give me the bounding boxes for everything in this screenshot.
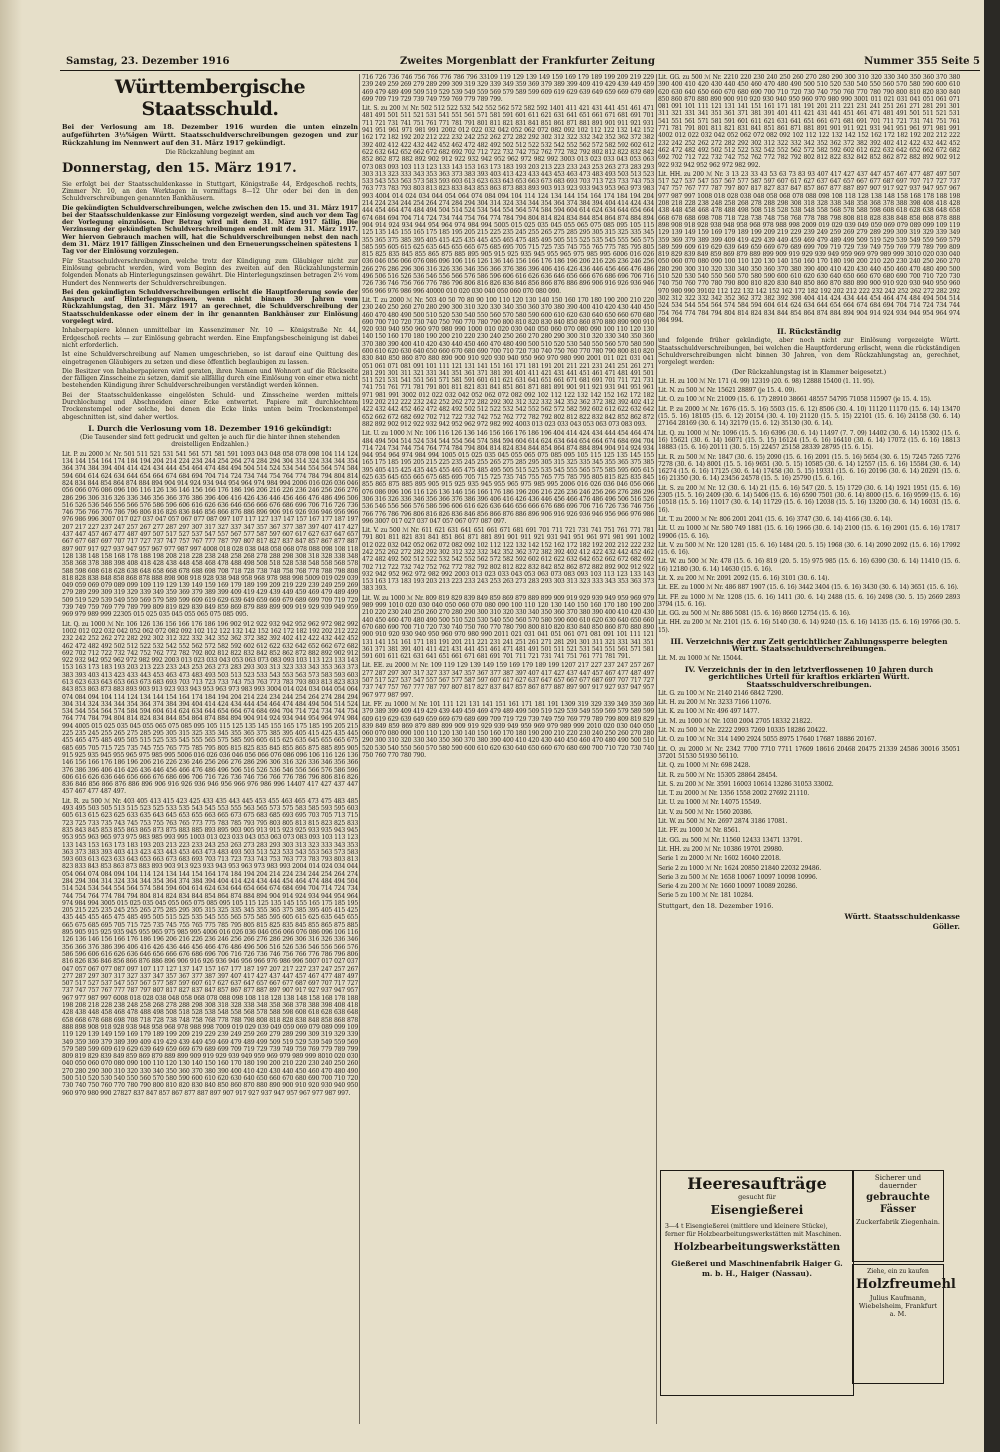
number-list-item: Lit. HH. zu 200 ℳ Nr. 10386 19701 29980. (658, 845, 784, 853)
section-note: (Der Rückzahlungstag ist in Klammer beigesetzt.) (731, 368, 887, 376)
column-2 (362, 74, 654, 1424)
number-list-lit-u: Lit. U. zu 1000 ℳ Nr. 106 116 126 136 146 156 166 176 186 196 404 414 424 434 444 454 464 474 484 494 504 514 524 534 544 554 564 574 584 594 604 614 624 634 644 654 664 674 684 694 704 714 724 734 744 754 764 774 784 794 804 814 824 834 844 854 864 874 884 894 904 914 924 934 944 954 964 974 984 994 1005 015 025 035 045 055 065 075 085 095 105 115 125 135 145 155 165 175 185 195 205 215 225 235 245 255 265 275 285 295 305 315 325 335 345 355 365 375 385 395 405 415 425 435 445 455 465 475 485 495 505 515 525 535 545 555 565 575 585 595 605 615 625 635 645 655 665 675 685 695 705 715 725 735 745 755 765 775 785 795 805 815 825 835 845 855 865 875 885 895 905 915 925 935 945 955 965 975 985 995 2006 016 026 036 046 056 066 076 086 096 106 116 126 136 146 156 166 176 186 196 206 216 226 236 246 256 266 276 286 296 306 316 326 336 346 356 366 376 386 396 406 416 426 436 446 456 466 476 486 496 506 516 526 536 546 556 566 576 586 596 606 616 626 636 646 656 666 676 686 696 706 716 726 736 746 756 766 776 786 796 806 816 826 836 846 856 866 876 886 896 906 916 926 936 946 956 966 976 986 996 3007 017 027 037 047 057 067 077 087 097. (362, 430, 654, 525)
number-list-item: Serie 1 zu 2000 ℳ Nr. 1602 16040 22018. (658, 855, 781, 863)
section-text: und folgende früher gekündigte, aber noch nicht zur Einlösung vorgezeigte Württ. Staatsschuldverschreibungen, bei welchen die Hauptforderung erlischt, wenn die rückständigen Schuldverschreibungen nicht binnen 30 Jahren, von dem Rückzahlungstag an, gerechnet, vorgelegt werden: (658, 337, 960, 367)
number-list-item: Lit. EE. zu 1000 ℳ Nr. 486 887 1907 (15. 6. 16) 3442 3404 (15. 6. 16) 3430 (30. 6. 14) 3651 (15. 6. 16). (658, 584, 959, 592)
intro-text: Bei der Verlosung am 18. Dezember 1916 wurden die unten einzeln aufgeführten 3½%igen Württ. Staatsschuldverschreibungen gezogen und zur Rückzahlung im Nennwert auf den 31. März 1917 gekündigt. (62, 123, 358, 147)
number-list-item: Lit. G. zu 100 ℳ Nr. 2140 2146 6842 7290. (658, 689, 783, 697)
ad-title-2: Eisengießerei (710, 1203, 804, 1217)
advertisement-heeresauftraege (660, 1170, 854, 1396)
page-binding (0, 0, 22, 1452)
ad-headline: gebrauchte Fässer (866, 1192, 930, 1215)
number-list-item: Lit. O. zu 100 ℳ Nr. 21009 (15. 6. 17) 28910 38661 48557 54795 71058 115907 (je 15. 4. 15). (658, 396, 932, 404)
ad-footer: Gießerei und Maschinenfabrik Haiger G. m. b. H., Haiger (Nassau). (671, 1259, 843, 1278)
body-paragraph: Inhaberpapiere können unmittelbar im Kassenzimmer Nr. 10 — Königstraße Nr. 44, Erdgeschoß rechts — zur Einlösung gebracht werden. Eine Empfangsbescheinigung ist dabei nicht erforderlich. (62, 327, 358, 349)
number-list-item: Lit. R. zu 500 ℳ Nr. 1847 (30. 6. 15) 2090 (15. 6. 16) 2091 (15. 5. 16) 5654 (30. 6. 15) 7245 7265 7276 7278 (30. 6. 14) 8001 (15. 5. 16) 9651 (30. 5. 15) 10585 (30. 6. 14) 12557 (15. 6. 16) 15584 (30. 6. 14) 16274 (15. 6. 16) 17125 (30. 6. 14) 17458 (30. 5. 15) 19331 (15. 6. 16) 20196 (30. 6. 14) 20291 (15. 6. 16) 21350 (30. 6. 14) 23456 24578 (15. 5. 16) 25790 (15. 6. 16). (658, 453, 960, 483)
number-list-item: Lit. P. zu 2000 ℳ Nr. 1676 (15. 5. 16) 5503 (15. 6. 12) 8506 (30. 4. 10) 11120 11170 (15. 6. 14) 13470 (15. 5. 16) 18105 (15. 6. 12) 20154 (30. 4. 10) 21120 (15. 5. 15) 22101 (15. 6. 16) 24158 (30. 6. 14) 27164 28169 (30. 6. 14) 32179 (15. 6. 12) 35130 (30. 6. 14). (658, 405, 960, 428)
section-heading: IV. Verzeichnis der in den letztverflossenen 10 Jahren durch gerichtliches Urteil für kraftlos erklärten Württ. Staatsschuldverschreibungen. (684, 664, 934, 689)
ad-line: Julius Kaufmann, Wiebelsheim, Frankfurt a. M. (858, 1294, 938, 1318)
number-list-item: Lit. GG. zu 500 ℳ Nr. 11560 12433 13471 13791. (658, 836, 803, 844)
header-date: Samstag, 23. Dezember 1916 (66, 56, 230, 67)
number-list-item: Serie 2 zu 1000 ℳ Nr. 1624 20850 21840 22032 29486. (658, 864, 821, 872)
payment-date: Donnerstag, den 15. März 1917. (62, 160, 297, 176)
number-list-item: Lit. Q. zu 1000 ℳ Nr. 698 2428. (658, 762, 751, 770)
body-paragraph: Die Besitzer von Inhaberpapieren wird geraten, ihren Namen und Wohnort auf die Rückseite der fälligen Zinsscheine zu setzen, damit sie allfällig durch eine Einlösung von einer etwa nicht bestehenden Kündigung ihrer Schuldverschreibungen verständigt werden können. (62, 367, 358, 390)
number-list-item: Lit. M. zu 1000 ℳ Nr. 15044. (658, 654, 743, 662)
number-list-item: Lit. X. zu 200 ℳ Nr. 2091 2092 (15. 6. 16) 3101 (30. 6. 14). (658, 575, 830, 582)
number-list-item: Serie 5 zu 100 ℳ Nr. 181 10284. (658, 892, 754, 900)
ad-title: Heeresaufträge (687, 1174, 827, 1193)
section-heading: III. Verzeichnis der zur Zeit gerichtlicher Zahlungssperre belegten Württ. Staatsschuldverschreibungen. (670, 637, 948, 654)
advertisement-faesser (852, 1170, 944, 1262)
body-paragraph: Bei der Staatsschuldenkasse eingelösten Schuld- und Zinsscheine werden mittels Durchlochung und Abschneiden einer Ecke entwertet. Papiere mit durchlochtem Trockenstempel oder solche, bei denen die Ecke links unten beim Trockenstempel abgeschnitten ist, sind daher wertlos. (62, 391, 358, 421)
body-paragraph: Für Staatsschuldverschreibungen, welche trotz der Kündigung zum Gläubiger nicht zur Einlösung gebracht werden, wird vom Beginn des zweiten auf den Rückzahlungstermin folgenden Monats ab Hinterlegungszinsen gewährt. Die Hinterlegungszinsen betragen 2½ vom Hundert des Nennwerts der Schuldverschreibungen. (62, 257, 358, 287)
page-edge-shadow (984, 0, 992, 1452)
number-list-item: Lit. HH. zu 200 ℳ Nr. 2101 (15. 6. 16) 5140 (30. 6. 14) 9240 (15. 6. 16) 14135 (15. 6. 16) 19766 (30. 5. 15). (658, 619, 960, 634)
number-list-item: Serie 3 zu 500 ℳ Nr. 1658 10067 10097 10098 10996. (658, 873, 818, 881)
section-heading: II. Rückständig (776, 327, 842, 337)
ad-text: 3—4 t Eisengießerei (mittlere und kleinere Stücke), ferner für Holzbearbeitungswerkstätten mit Maschinen. (665, 1223, 842, 1238)
number-list-item: Lit. FF. zu 1000 ℳ Nr. 8561. (658, 827, 740, 835)
place-date: Stuttgart, den 18. Dezember 1916. (658, 901, 774, 910)
ad-line: Sicherer und dauernder (874, 1174, 922, 1190)
number-list-item: Lit. W. zu 500 ℳ Nr. 478 (15. 6. 16) 819 (20. 5. 15) 975 985 (15. 6. 16) 6390 (30. 6. 14) 11410 (15. 6. 16) 12180 (30. 6. 14) 14630 (15. 6. 16). (658, 558, 960, 573)
article-title: Württembergische Staatsschuld. (114, 76, 306, 120)
number-list-lit-ff: Lit. FF. zu 1000 ℳ Nr. 101 111 121 131 141 151 161 171 181 191 1309 319 329 339 349 359 369 379 389 399 409 419 429 439 449 459 469 479 489 499 509 519 529 539 549 559 569 579 589 599 609 619 629 639 649 659 669 679 689 699 709 719 729 739 749 759 769 779 789 799 809 819 829 839 849 859 869 879 889 899 909 919 929 939 949 959 969 979 989 999 2010 020 030 040 050 060 070 080 090 100 110 120 130 140 150 160 170 180 190 200 210 220 230 240 250 260 270 280 290 300 310 320 330 340 350 360 370 380 390 400 410 420 430 440 450 460 470 480 490 500 510 520 530 540 550 560 570 580 590 600 610 620 630 640 650 660 670 680 690 700 710 720 730 740 750 760 770 780 790. (362, 700, 654, 760)
body-paragraph: Die gekündigten Schuldverschreibungen, welche zwischen den 15. und 31. März 1917 bei der Staatsschuldenkasse zur Einlösung vorgezeigt werden, sind auch vor dem Tag der Vorlegung einzulösen. Der Betrag wird mit dem 31. März 1917 fällig. Die Verzinsung der gekündigten Schuldverschreibungen endet mit dem 31. März 1917. Wer hiervon Gebrauch machen will, hat die Schuldverschreibungen nebst den nach dem 31. März 1917 fälligen Zinsscheinen und den Erneuerungsscheinen spätestens 1 Tag vor der Einlösung vorzulegen. (62, 204, 358, 256)
column-rule (656, 74, 657, 1424)
number-list-item: Lit. V. zu 500 ℳ Nr. 120 1281 (15. 6. 16) 1484 (20. 5. 15) 1968 (30. 6. 14) 2090 2092 (15. 6. 16) 17992 (15. 6. 16). (658, 541, 960, 557)
header-masthead: Zweites Morgenblatt der Frankfurter Zeitung (400, 56, 655, 67)
ad-line: Ziehe, ein zu kaufen (867, 1268, 929, 1275)
number-list-item: Lit. O. zu 2000 ℳ Nr. 2342 7700 7710 7711 17609 18616 20468 20475 21339 24586 30016 35051 37201 51530 51930 56110. (658, 745, 960, 760)
payment-label: Die Rückzahlung beginnt am (165, 149, 255, 157)
number-list-item: Lit. T. zu 2000 ℳ Nr. 1356 1558 2002 27692 21110. (658, 790, 809, 798)
body-paragraph: Ist eine Schuldverschreibung auf Namen umgeschrieben, so ist darauf eine Quittung des eingetragenen Gläubigers zu setzen und diese öffentlich beglaubigen zu lassen. (62, 351, 358, 366)
number-list-item: Lit. V. zu 500 ℳ Nr. 1560 20386. (658, 808, 753, 816)
number-list-item: Lit. H. zu 200 ℳ Nr. 3233 7166 11076. (658, 699, 771, 707)
number-list-item: Serie 4 zu 200 ℳ Nr. 1660 10097 10089 20286. (658, 883, 798, 891)
column-1 (62, 74, 358, 1424)
number-list-lit-q: Lit. Q. zu 1000 ℳ Nr. 106 126 136 156 166 176 186 196 902 912 922 932 942 952 962 972 982 992 1002 012 022 032 042 052 062 072 082 092 102 112 122 132 142 152 162 172 182 192 202 212 222 232 242 252 262 272 282 292 302 312 322 332 342 352 362 372 382 392 402 412 422 432 442 452 462 472 482 492 502 512 522 532 542 552 562 572 582 592 602 612 622 632 642 652 662 672 682 692 702 712 722 732 742 752 762 772 782 792 802 812 822 832 842 852 862 872 882 892 902 912 922 932 942 952 962 972 982 992 2003 013 023 033 043 053 063 073 083 093 103 113 123 133 143 153 163 173 183 193 203 213 223 233 243 253 263 273 283 293 303 313 323 333 343 353 363 373 383 393 403 413 423 433 443 453 463 473 483 493 503 513 523 533 543 553 563 573 583 593 603 613 623 633 643 653 663 673 683 693 703 713 723 733 743 753 763 773 783 793 803 813 823 833 843 853 863 873 883 893 903 913 923 933 943 953 963 973 983 993 3004 014 024 034 044 054 064 074 084 094 104 114 124 134 144 154 164 174 184 194 204 214 224 234 244 254 264 274 284 294 304 314 324 334 344 354 364 374 384 394 404 414 424 434 444 454 464 474 484 494 504 514 524 534 544 554 564 574 584 594 604 614 624 634 644 654 664 674 684 694 704 714 724 734 744 754 764 774 784 794 804 814 824 834 844 854 864 874 884 894 904 914 924 934 944 954 964 974 984 994 4005 015 025 035 045 055 065 075 085 095 105 115 125 135 145 155 165 175 185 195 205 215 225 235 245 255 265 275 285 295 305 315 325 335 345 355 365 375 385 395 405 415 425 435 445 455 465 475 485 495 505 515 525 535 545 555 565 575 585 595 605 615 625 635 645 655 665 675 685 695 705 715 725 735 745 755 765 775 785 795 805 815 825 835 845 855 865 875 885 895 905 915 925 935 945 955 965 975 985 995 5006 016 026 036 046 056 066 076 086 096 106 116 126 136 146 156 166 176 186 196 206 216 226 236 246 256 266 276 286 296 306 316 326 336 346 356 366 376 386 396 406 416 426 436 446 456 466 476 486 496 506 516 526 536 546 556 566 576 586 596 606 616 626 636 646 656 666 676 686 696 706 716 726 736 746 756 766 776 786 796 806 816 826 836 846 856 866 876 886 896 906 916 926 936 946 956 966 976 986 996 14407 417 427 437 447 457 467 477 487 497. (62, 620, 358, 796)
number-list-item: Lit. N. zu 500 ℳ Nr. 2222 2993 7269 10335 18286 20422. (658, 727, 828, 735)
number-list-item: Lit. H. zu 100 ℳ Nr. 171 (4. 99) 12319 (20. 6. 98) 12888 15400 (1. 11. 95). (658, 377, 875, 385)
ad-title-3: Holzbearbeitungswerkstätten (673, 1242, 841, 1253)
number-list-item: Lit. S. zu 200 ℳ Nr. 3591 16003 10614 13286 31053 33002. (658, 780, 834, 788)
number-list-lit-r: Lit. R. zu 500 ℳ Nr. 403 405 413 415 423 425 433 435 443 445 453 455 463 465 473 475 483 485 493 495 503 505 513 515 523 525 533 535 543 545 553 555 563 565 573 575 583 585 593 595 603 605 613 615 623 625 633 635 643 645 653 655 663 665 673 675 683 685 693 695 703 705 713 715 723 725 733 735 743 745 753 755 763 765 773 775 783 785 793 795 803 805 813 815 823 825 833 835 843 845 853 855 863 865 873 875 883 885 893 895 903 905 913 915 923 925 933 935 943 945 953 955 963 965 973 975 983 985 993 995 1003 013 023 033 043 053 063 073 083 093 103 113 123 133 143 153 163 173 183 193 203 213 223 233 243 253 263 273 283 293 303 313 323 333 343 353 363 373 383 393 403 413 423 433 443 453 463 473 483 493 503 513 523 533 543 553 563 573 583 593 603 613 623 633 643 653 663 673 683 693 703 713 723 733 743 753 763 773 783 793 803 813 823 833 843 853 863 873 883 893 903 913 923 933 943 953 963 973 983 993 2004 014 024 034 044 054 064 074 084 094 104 114 124 134 144 154 164 174 184 194 204 214 224 234 244 254 264 274 284 294 304 314 324 334 344 354 364 374 384 394 404 414 424 434 444 454 464 474 484 494 504 514 524 534 544 554 564 574 584 594 604 614 624 634 644 654 664 674 684 694 704 714 724 734 744 754 764 774 784 794 804 814 824 834 844 854 864 874 884 894 904 914 924 934 944 954 964 974 984 994 3005 015 025 035 045 055 065 075 085 095 105 115 125 135 145 155 165 175 185 195 205 215 225 235 245 255 265 275 285 295 305 315 325 335 345 355 365 375 385 395 405 415 425 435 445 455 465 475 485 495 505 515 525 535 545 555 565 575 585 595 605 615 625 635 645 655 665 675 685 695 705 715 725 735 745 755 765 775 785 795 805 815 825 835 845 855 865 875 885 895 905 915 925 935 945 955 965 975 985 995 4006 016 026 036 046 056 066 076 086 096 106 116 126 136 146 156 166 176 186 196 206 216 226 236 246 256 266 276 286 296 306 316 326 336 346 356 366 376 386 396 406 416 426 436 446 456 466 476 486 496 506 516 526 536 546 556 566 576 586 596 606 616 626 636 646 656 666 676 686 696 706 716 726 736 746 756 766 776 786 796 806 816 826 836 846 856 866 876 886 896 906 916 926 936 946 956 966 976 986 996 5007 017 027 037 047 057 067 077 087 097 107 117 127 137 147 157 167 177 187 197 207 217 227 237 247 257 267 277 287 297 307 317 327 337 347 357 367 377 387 397 407 417 427 437 447 457 467 477 487 497 507 517 527 537 547 557 567 577 587 597 607 617 627 637 647 657 667 677 687 697 707 717 727 737 747 757 767 777 787 797 807 817 827 837 847 857 867 877 887 897 907 917 927 937 947 957 967 977 987 997 6008 018 028 038 048 058 068 078 088 098 108 118 128 138 148 158 168 178 188 198 208 218 228 238 248 258 268 278 288 298 308 318 328 338 348 358 368 378 388 398 408 418 428 438 448 458 468 478 488 498 508 518 528 538 548 558 568 578 588 598 608 618 628 638 648 658 668 678 688 698 708 718 728 738 748 758 768 778 788 798 808 818 828 838 848 858 868 878 888 898 908 918 928 938 948 958 968 978 988 998 7009 019 029 039 049 059 069 079 089 099 109 119 129 139 149 159 169 179 189 199 209 219 229 239 249 259 269 279 289 299 309 319 329 339 349 359 369 379 389 399 409 419 429 439 449 459 469 479 489 499 509 519 529 539 549 559 569 579 589 599 609 619 629 639 649 659 669 679 689 699 709 719 729 739 749 759 769 779 789 799 809 819 829 839 849 859 869 879 889 899 909 919 929 939 949 959 969 979 989 999 8010 020 030 040 050 060 070 080 090 100 110 120 130 140 150 160 170 180 190 200 210 220 230 240 250 260 270 280 290 300 310 320 330 340 350 360 370 380 390 400 410 420 430 440 450 460 470 480 490 500 510 520 530 540 550 560 570 580 590 600 610 620 630 640 650 660 670 680 690 700 710 720 730 740 750 760 770 780 790 800 810 820 830 840 850 860 870 880 890 900 910 920 930 940 950 960 970 980 990 27827 837 847 857 867 877 887 897 907 917 927 937 947 957 967 977 987 997. (62, 797, 358, 1097)
number-list-item: Lit. R. zu 500 ℳ Nr. 15305 28864 28454. (658, 771, 778, 779)
number-list-lit-p: Lit. P. zu 2000 ℳ Nr. 501 511 521 531 541 561 571 581 591 1093 043 048 058 078 098 104 114 124 134 144 154 164 174 184 194 204 214 224 234 244 254 264 274 284 294 304 314 324 334 344 354 364 374 384 394 404 414 424 434 444 454 464 474 484 494 504 514 524 534 544 554 564 574 584 594 604 614 624 634 644 654 664 674 684 694 704 714 724 734 744 754 764 774 784 794 804 814 824 834 844 854 864 874 884 894 904 914 924 934 944 954 964 974 984 994 2006 016 026 036 046 056 066 076 086 096 106 116 126 136 146 156 166 176 186 196 206 216 226 236 246 256 266 276 286 296 306 316 326 336 346 356 366 376 386 396 406 416 426 436 446 456 466 476 486 496 506 516 526 536 546 556 566 576 586 596 606 616 626 636 646 656 666 676 686 696 706 716 726 736 746 756 766 776 786 796 806 816 826 836 846 856 866 876 886 896 906 916 926 936 946 956 966 976 986 996 3007 017 027 037 047 057 067 077 087 097 107 117 127 137 147 157 167 177 187 197 207 217 227 237 247 257 267 277 287 297 307 317 327 337 347 357 367 377 387 397 407 417 427 437 447 457 467 477 487 497 507 517 527 537 547 557 567 577 587 597 607 617 627 637 647 657 667 677 687 697 707 717 727 737 747 757 767 777 787 797 807 817 827 837 847 857 867 877 887 897 907 917 927 937 947 957 967 977 987 997 4008 018 028 038 048 058 068 078 088 098 108 118 128 138 148 158 168 178 188 198 208 218 228 238 248 258 268 278 288 298 308 318 328 338 348 358 368 378 388 398 408 418 428 438 448 458 468 478 488 498 508 518 528 538 548 558 568 578 588 598 608 618 628 638 648 658 668 678 688 698 708 718 728 738 748 758 768 778 788 798 808 818 828 838 848 858 868 878 888 898 908 918 928 938 948 958 968 978 988 998 5009 019 029 039 049 059 069 079 089 099 109 119 129 139 149 159 169 179 189 199 209 219 229 239 249 259 269 279 289 299 309 319 329 339 349 359 369 379 389 399 409 419 429 439 449 459 469 479 489 499 509 519 529 539 549 559 569 579 589 599 609 619 629 639 649 659 669 679 689 699 709 719 729 739 749 759 769 779 789 799 809 819 829 839 849 859 869 879 889 899 909 919 929 939 949 959 969 979 989 999 22305 015 025 035 045 055 065 075 085 095. (62, 450, 358, 619)
number-list-item: Lit. FF. zu 1000 ℳ Nr. 1208 (15. 6. 16) 1411 (30. 6. 14) 2488 (15. 6. 16) 2498 (30. 5. 15) 2669 2893 3794 (15. 6. 16). (658, 593, 960, 608)
signature-name: Göller. (932, 922, 960, 932)
number-list-item: Lit. W. zu 500 ℳ Nr. 2697 2874 3186 17081. (658, 818, 788, 826)
number-list-item: Lit. O. zu 100 ℳ Nr. 314 1490 2924 5055 8975 17640 17687 18886 20167. (658, 736, 877, 744)
number-list-item: Lit. M. zu 1000 ℳ Nr. 1030 2004 2705 18332 21822. (658, 717, 813, 725)
section-heading: I. Durch die Verlosung vom 18. Dezember 1916 gekündigt: (88, 423, 332, 433)
number-list-item: Lit. Q. zu 1000 ℳ Nr. 1096 (15. 5. 16) 6396 (30. 6. 14) 11497 (7. 7. 09) 14402 (30. 6. 14) 15302 (15. 6. 16) 15621 (30. 6. 14) 16071 (15. 5. 15) 16124 (15. 6. 16) 16410 (30. 6. 14) 17072 (15. 6. 16) 18813 18883 (15. 6. 16) 20111 (30. 5. 15) 22457 25158 28339 28795 (15. 6. 15). (658, 429, 960, 452)
number-list-lit-v: Lit. V. zu 500 ℳ Nr. 611 621 631 641 651 661 671 681 691 701 711 721 731 741 751 761 771 781 791 801 811 821 831 841 851 861 871 881 891 901 911 921 931 941 951 961 971 981 991 1002 012 022 032 042 052 062 072 082 092 102 112 122 132 142 152 162 172 182 192 202 212 222 232 242 252 262 272 282 292 302 312 322 332 342 352 362 372 382 392 402 412 422 432 442 452 462 472 482 492 502 512 522 532 542 552 562 572 582 592 602 612 622 632 642 652 662 672 682 692 702 712 722 732 742 752 762 772 782 792 802 812 822 832 842 852 862 872 882 892 902 912 922 932 942 952 962 972 982 992 2003 013 023 033 043 053 063 073 083 093 103 113 123 133 143 153 163 173 183 193 203 213 223 233 243 253 263 273 283 293 303 313 323 333 343 353 363 373 383 393. (362, 527, 654, 593)
number-list-lit-w: Lit. W. zu 1000 ℳ Nr. 809 819 829 839 849 859 869 879 889 899 909 919 929 939 949 959 969 979 989 999 1010 020 030 040 050 060 070 080 090 100 110 120 130 140 150 160 170 180 190 200 210 220 230 240 250 260 270 280 290 300 310 320 330 340 350 360 370 380 390 400 410 420 430 440 450 460 470 480 490 500 510 520 530 540 550 560 570 580 590 600 610 620 630 640 650 660 670 680 690 700 710 720 730 740 750 760 770 780 790 800 810 820 830 840 850 860 870 880 890 900 910 920 930 940 950 960 970 980 990 2011 021 031 041 051 061 071 081 091 101 111 121 131 141 151 161 171 181 191 201 211 221 231 241 251 261 271 281 291 301 311 321 331 341 351 361 371 381 391 401 411 421 431 441 451 461 471 481 491 501 511 521 531 541 551 561 571 581 591 601 611 621 631 641 651 661 671 681 691 701 711 721 731 741 751 761 771 781 791. (362, 594, 654, 661)
ad-headline: Holzfreumehl (856, 1277, 956, 1292)
number-list-lit-t: Lit. T. zu 2000 ℳ Nr. 503 40 50 70 80 90 100 110 120 130 140 150 160 170 180 190 200 210 220 230 240 250 260 270 280 290 300 310 320 330 340 350 360 370 380 390 400 410 420 430 440 450 460 470 480 490 500 510 520 530 540 550 560 570 580 590 600 610 620 630 640 650 660 670 680 690 700 710 720 730 740 750 760 770 780 790 800 810 820 830 840 850 860 870 880 890 900 910 920 930 940 950 960 970 980 990 1000 010 020 030 040 050 060 070 080 090 100 110 120 130 140 150 160 170 180 190 200 210 220 230 240 250 260 270 280 290 300 310 320 330 340 350 360 370 380 390 400 410 420 430 440 450 460 470 480 490 500 510 520 530 540 550 560 570 580 590 600 610 620 630 640 650 660 670 680 690 700 710 720 730 740 750 760 770 780 790 800 810 820 830 840 850 860 870 880 890 900 910 920 930 940 950 960 970 980 990 2001 011 021 031 041 051 061 071 081 091 101 111 121 131 141 151 161 171 181 191 201 211 221 231 241 251 261 271 281 291 301 311 321 331 341 351 361 371 381 391 401 411 421 431 441 451 461 471 481 491 501 511 521 531 541 551 561 571 581 591 601 611 621 631 641 651 661 671 681 691 701 711 721 731 741 751 761 771 781 791 801 811 821 831 841 851 861 871 881 891 901 911 921 931 941 951 961 971 981 991 3002 012 022 032 042 052 062 072 082 092 102 112 122 132 142 152 162 172 182 192 202 212 222 232 242 252 262 272 282 292 302 312 322 332 342 352 362 372 382 392 402 412 422 432 442 452 462 472 482 492 502 512 522 532 542 552 562 572 582 592 602 612 622 632 642 652 662 672 682 692 702 712 722 732 742 752 762 772 782 792 802 812 822 832 842 852 862 872 882 892 902 912 922 932 942 952 962 972 982 992 4003 013 023 033 043 053 063 073 083 093. (362, 296, 654, 428)
number-list-lit-hh: Lit. HH. zu 200 ℳ Nr. 3 13 23 33 43 53 63 73 83 93 407 417 427 437 447 457 467 477 487 497 507 517 527 537 547 557 567 577 587 597 607 617 627 637 647 657 667 677 687 697 707 717 727 737 747 757 767 777 787 797 807 817 827 837 847 857 867 877 887 897 907 917 927 937 947 957 967 977 987 997 1008 018 028 038 048 058 068 078 088 098 108 118 128 138 148 158 168 178 188 198 208 218 228 238 248 258 268 278 288 298 308 318 328 338 348 358 368 378 388 398 408 418 428 438 448 458 468 478 488 498 508 518 528 538 548 558 568 578 588 598 608 618 628 638 648 658 668 678 688 698 708 718 728 738 748 758 768 778 788 798 808 818 828 838 848 858 868 878 888 898 908 918 928 938 948 958 968 978 988 998 2009 019 029 039 049 059 069 079 089 099 109 119 129 139 149 159 169 179 189 199 209 219 229 239 249 259 269 279 289 299 309 319 329 339 349 359 369 379 389 399 409 419 429 439 449 459 469 479 489 499 509 519 529 539 549 559 569 579 589 599 609 619 629 639 649 659 669 679 689 699 709 719 729 739 749 759 769 779 789 799 809 819 829 839 849 859 869 879 889 899 909 919 929 939 949 959 969 979 989 999 3010 020 030 040 050 060 070 080 090 100 110 120 130 140 150 160 170 180 190 200 210 220 230 240 250 260 270 280 290 300 310 320 330 340 350 360 370 380 390 400 410 420 430 440 450 460 470 480 490 500 510 520 530 540 550 560 570 580 590 600 610 620 630 640 650 660 670 680 690 700 710 720 730 740 750 760 770 780 790 800 810 820 830 840 850 860 870 880 890 900 910 920 930 940 950 960 970 980 990 39102 112 122 132 142 152 162 172 182 192 202 212 222 232 242 252 262 272 282 292 302 312 322 332 342 352 362 372 382 392 398 404 414 424 434 444 454 464 474 484 494 504 514 524 534 544 554 564 574 584 594 604 614 624 634 644 654 664 674 684 694 704 714 724 734 744 754 764 774 784 794 804 814 824 834 844 854 864 874 884 894 904 914 924 934 944 954 964 974 984 994. (658, 170, 960, 324)
section-note: (Die Tausender sind fett gedruckt und gelten je auch für die hinter ihnen stehenden dreistelligen Endzahlen.) (80, 434, 340, 449)
body-paragraph: Bei den gekündigten Schuldverschreibungen erlischt die Hauptforderung sowie der Anspruch auf Hinterlegungszinsen, wenn nicht binnen 30 Jahren vom Rückzahlungstag, den 31. März 1917 an gerechnet, die Schuldverschreibung der Staatsschuldenkasse oder einem der in ihr genannten Bankhäuser zur Einlösung vorgelegt wird. (62, 288, 358, 326)
number-list-lit-s: Lit. S. zu 200 ℳ Nr. 502 512 522 532 542 552 562 572 582 592 1401 411 421 431 441 451 461 471 481 491 501 511 521 531 541 551 561 571 581 591 601 611 621 631 641 651 661 671 681 691 701 711 721 731 741 751 761 771 781 791 801 811 821 831 841 851 861 871 881 891 901 911 921 931 941 951 961 971 981 991 2002 012 022 032 042 052 062 072 082 092 102 112 122 132 142 152 162 172 182 192 202 212 222 232 242 252 262 272 282 292 302 312 322 332 342 352 362 372 382 392 402 412 422 432 442 452 462 472 482 492 502 512 522 532 542 552 562 572 582 592 602 612 622 632 642 652 662 672 682 692 702 712 722 732 742 752 762 772 782 792 802 812 822 832 842 852 862 872 882 892 902 912 922 932 942 952 962 972 982 992 3003 013 023 033 043 053 063 073 083 093 103 113 123 133 143 153 163 173 183 193 203 213 223 233 243 253 263 273 283 293 303 313 323 333 343 353 363 373 383 393 403 413 423 433 443 453 463 473 483 493 503 513 523 533 543 553 563 573 583 593 603 613 623 633 643 653 663 673 683 693 703 713 723 733 743 753 763 773 783 793 803 813 823 833 843 853 863 873 883 893 903 913 923 933 943 953 963 973 983 993 4004 014 024 034 044 054 064 074 084 094 104 114 124 134 144 154 164 174 184 194 204 214 224 234 244 254 264 274 284 294 304 314 324 334 344 354 364 374 384 394 404 414 424 434 444 454 464 474 484 494 504 514 524 534 544 554 564 574 584 594 604 614 624 634 644 654 664 674 684 694 704 714 724 734 744 754 764 774 784 794 804 814 824 834 844 854 864 874 884 894 904 914 924 934 944 954 964 974 984 994 5005 015 025 035 045 055 065 075 085 095 105 115 125 135 145 155 165 175 185 195 205 215 225 235 245 255 265 275 285 295 305 315 325 335 345 355 365 375 385 395 405 415 425 435 445 455 465 475 485 495 505 515 525 535 545 555 565 575 585 595 605 615 625 635 645 655 665 675 685 695 705 715 725 735 745 755 765 775 785 795 805 815 825 835 845 855 865 875 885 895 905 915 925 935 945 955 965 975 985 995 6006 016 026 036 046 056 066 076 086 096 106 116 126 136 146 156 166 176 186 196 206 216 226 236 246 256 266 276 286 296 306 316 326 336 346 356 366 376 386 396 406 416 426 436 446 456 466 476 486 496 506 516 526 536 546 556 566 576 586 596 606 616 626 636 646 656 666 676 686 696 706 716 726 736 746 756 766 776 786 796 806 816 826 836 846 856 866 876 886 896 906 916 926 936 946 956 966 976 986 996 40000 010 020 030 040 050 060 070 080 090. (362, 105, 654, 295)
number-list-lit-ee: Lit. EE. zu 2000 ℳ Nr. 109 119 129 139 149 159 169 179 189 199 1207 217 227 237 247 257 267 277 287 297 307 317 327 337 347 357 367 377 387 397 407 417 427 437 447 457 467 477 487 497 507 517 527 537 547 557 567 577 587 597 607 617 627 637 647 657 667 677 687 697 707 717 727 737 747 757 767 777 787 797 807 817 827 837 847 857 867 877 887 897 907 917 927 937 947 957 967 977 987 997. (362, 662, 654, 699)
number-list-item: Lit. N. zu 500 ℳ Nr. 15621 28897 (je 15. 4. 09). (658, 387, 796, 395)
number-list-lit-gg: Lit. GG. zu 500 ℳ Nr. 2210 220 230 240 250 260 270 280 290 300 310 320 330 340 350 360 370 380 390 400 410 420 430 440 450 460 470 480 490 500 510 520 530 540 550 560 570 580 590 600 610 620 630 640 650 660 670 680 690 700 710 720 730 740 750 760 770 780 790 800 810 820 830 840 850 860 870 880 890 900 910 920 930 940 950 960 970 980 990 3001 011 021 031 041 051 061 071 081 091 101 111 121 131 141 151 161 171 181 191 201 211 221 231 241 251 261 271 281 291 301 311 321 331 341 351 361 371 381 391 401 411 421 431 441 451 461 471 481 491 501 511 521 531 541 551 561 571 581 591 601 611 621 631 641 651 661 671 681 691 701 711 721 731 741 751 761 771 781 791 801 811 821 831 841 851 861 871 881 891 901 911 921 931 941 951 961 971 981 991 4002 012 022 032 042 052 062 072 082 092 102 112 122 132 142 152 162 172 182 192 202 212 222 232 242 252 262 272 282 292 302 312 322 332 342 352 362 372 382 392 402 412 422 432 442 452 462 472 482 492 502 512 522 532 542 552 562 572 582 592 602 612 622 632 642 652 662 672 682 692 702 712 722 732 742 752 762 772 782 792 802 812 822 832 842 852 862 872 882 892 902 912 922 932 942 952 962 972 982 992. (658, 74, 960, 169)
number-list-item: Lit. GG. zu 500 ℳ Nr. 886 5081 (15. 6. 16) 8660 12754 (15. 6. 16). (658, 610, 851, 618)
header-page-number: Nummer 355 Seite 5 (864, 56, 980, 67)
body-paragraph: Sie erfolgt bei der Staatsschuldenkasse in Stuttgart, Königstraße 44, Erdgeschoß rechts, Zimmer Nr. 10, an den Werktagen in vormittags 8—12 Uhr oder bei den in den Schuldverschreibungen genannten Bankhäusern. (62, 180, 358, 203)
column-rule (359, 74, 360, 1424)
number-list-lead: 716 726 736 746 756 766 776 786 796 33109 119 129 139 149 159 169 179 189 199 209 219 229 239 249 259 269 279 289 299 309 319 329 339 349 359 369 379 389 399 409 419 429 439 449 459 469 479 489 499 509 519 529 539 549 559 569 579 589 599 609 619 629 639 649 659 669 679 689 699 709 719 729 739 749 759 769 779 789 799. (362, 74, 654, 103)
number-list-item: Lit. U. zu 1000 ℳ Nr. 580 749 1881 (15. 6. 16) 1966 (30. 6. 14) 2100 (15. 6. 16) 2901 (15. 6. 16) 17817 19906 (15. 6. 16). (658, 525, 960, 540)
column-3 (658, 74, 960, 1164)
number-list-item: Lit. U. zu 1000 ℳ Nr. 14075 15549. (658, 799, 762, 807)
ad-subtitle: gesucht für (738, 1193, 776, 1201)
number-list-item: Lit. S. zu 200 ℳ Nr. 12 (30. 6. 14) 21 (15. 6. 16) 547 (20. 5. 15) 1729 (30. 6. 14) 1921 1951 (15. 6. 16) 2305 (15. 5. 16) 2409 (30. 6. 14) 5406 (15. 6. 16) 6590 7501 (30. 6. 14) 8000 (15. 6. 16) 9599 (15. 6. 16) 10518 (15. 5. 16) 11017 (30. 6. 14) 11729 (15. 6. 16) 12038 (15. 5. 16) 13200 (30. 6. 14) 16031 (15. 6. 16). (658, 484, 960, 514)
number-list-item: Lit. K. zu 100 ℳ Nr. 496 497 1477. (658, 708, 760, 716)
advertisement-holzfreumehl (852, 1264, 956, 1384)
header-rule (60, 70, 980, 71)
signature: Württ. Staatsschuldenkasse (844, 911, 960, 921)
number-list-item: Lit. T. zu 2000 ℳ Nr. 806 2001 2041 (15. 6. 16) 3747 (30. 6. 14) 4166 (30. 6. 14). (658, 515, 893, 523)
ad-line: Zuckerfabrik Ziegenhain. (856, 1218, 940, 1226)
